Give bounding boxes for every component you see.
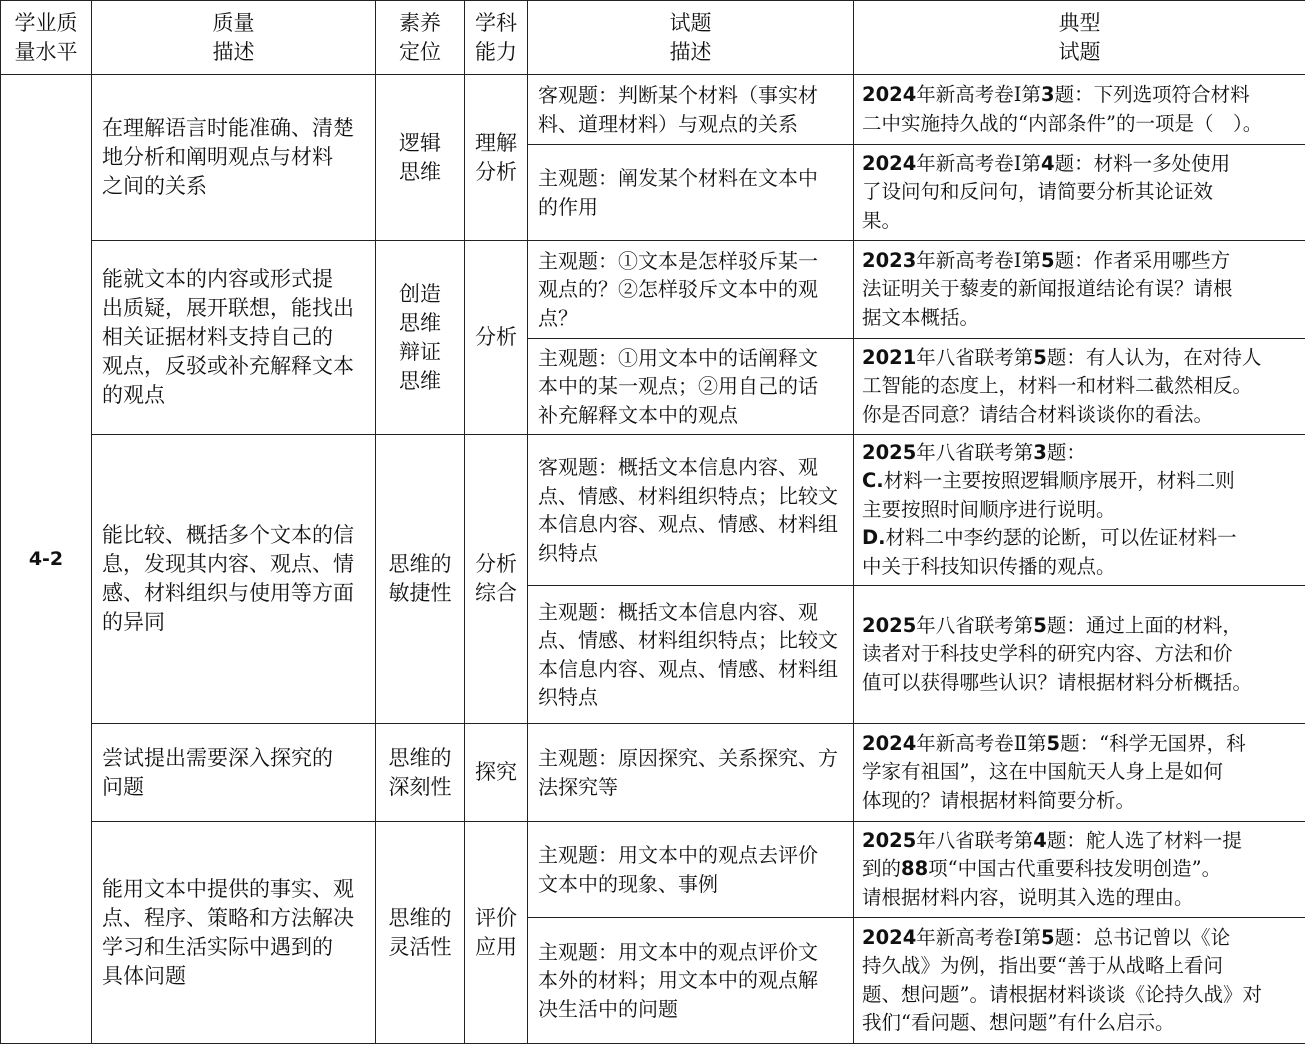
example-line: 果。 [862, 208, 902, 232]
example-line: 工智能的态度上，材料一和材料二截然相反。 [862, 374, 1253, 398]
example-cell [854, 724, 1305, 822]
task-desc-cell [528, 241, 854, 339]
task-desc-cell [528, 724, 854, 822]
task-desc-line: 主观题：阐发某个材料在文本中 [538, 166, 818, 190]
task-desc-line: 点、情感、材料组织特点；比较文 [538, 628, 838, 652]
literacy-line: 敏捷性 [388, 581, 452, 605]
ability-line: 分析 [475, 159, 517, 184]
header-quality-desc: 质量 描述 [92, 1, 376, 75]
table-row [1, 822, 1305, 918]
task-desc-line: 本外的材料；用文本中的观点解 [538, 968, 818, 993]
example-line: 我们“看问题、想问题”有什么启示。 [862, 1011, 1175, 1034]
ability-cell [465, 241, 528, 435]
literacy-cell [376, 435, 465, 724]
example-line: 2025年八省联考第5题：通过上面的材料， [862, 613, 1242, 637]
header-ability: 学科 能力 [465, 1, 528, 75]
ability-cell [465, 822, 528, 1044]
literacy-line: 灵活性 [388, 934, 452, 959]
example-line: C.材料一主要按照逻辑顺序展开，材料二则 [862, 469, 1235, 493]
task-desc-line: 的作用 [538, 194, 598, 219]
example-line: 法证明关于藜麦的新闻报道结论有误？请根 [862, 277, 1233, 301]
literacy-cell [376, 724, 465, 822]
example-cell [854, 145, 1305, 241]
ability-cell [465, 435, 528, 724]
ability-line: 分析 [475, 325, 517, 349]
quality-desc-line: 地分析和阐明观点与材料 [102, 145, 333, 169]
example-line: 持久战》为例，指出要“善于从战略上看问 [862, 954, 1223, 977]
example-line: 2025年八省联考第4题：舵人选了材料一提 [862, 828, 1242, 852]
example-line: D.材料二中李约瑟的论断，可以佐证材料一 [862, 526, 1237, 550]
task-desc-line: 主观题：①用文本中的话阐释文 [538, 345, 818, 370]
task-desc-line: 文本中的现象、事例 [538, 871, 718, 896]
task-desc-line: 主观题：概括文本信息内容、观 [538, 599, 818, 624]
example-cell [854, 586, 1305, 724]
task-desc-line: 本信息内容、观点、情感、材料组 [538, 656, 838, 681]
example-cell [854, 241, 1305, 339]
ability-cell [465, 724, 528, 822]
example-line: 读者对于科技史学科的研究内容、方法和价 [862, 642, 1233, 666]
example-line: 体现的？请根据材料简要分析。 [862, 788, 1136, 812]
quality-desc-cell [92, 822, 376, 1044]
header-literacy: 素养 定位 [376, 1, 465, 75]
example-cell [854, 918, 1305, 1044]
example-line: 2024年新高考卷Ⅰ第4题：材料一多处使用 [862, 151, 1231, 175]
task-desc-line: 主观题：原因探究、关系探究、方 [538, 746, 838, 770]
quality-desc-line: 感、材料组织与使用等方面 [102, 581, 354, 605]
table-row [1, 724, 1305, 822]
example-line: 2021年八省联考第5题：有人认为，在对待人 [862, 345, 1262, 369]
literacy-line: 逻辑 [399, 130, 441, 155]
quality-desc-line: 学习和生活实际中遇到的 [102, 934, 333, 959]
example-line: 请根据材料内容，说明其入选的理由。 [862, 885, 1194, 909]
quality-desc-line: 在理解语言时能准确、清楚 [102, 116, 354, 140]
task-desc-cell [528, 75, 854, 145]
task-desc-line: 法探究等 [538, 774, 618, 799]
example-line: 二中实施持久战的“内部条件”的一项是（ ）。 [862, 111, 1263, 135]
ability-line: 理解 [475, 130, 517, 155]
literacy-cell [376, 822, 465, 1044]
example-line: 到的88项“中国古代重要科技发明创造”。 [862, 857, 1222, 881]
task-desc-cell [528, 586, 854, 724]
task-desc-line: 补充解释文本中的观点 [538, 402, 738, 427]
literacy-line: 思维 [399, 159, 441, 184]
quality-desc-cell [92, 75, 376, 241]
example-line: 题、想问题”。请根据材料谈谈《论持久战》对 [862, 982, 1262, 1006]
task-desc-line: 主观题：用文本中的观点评价文 [538, 939, 818, 964]
example-cell [854, 339, 1305, 435]
example-line: 2025年八省联考第3题： [862, 440, 1086, 464]
task-desc-line: 料、道理材料）与观点的关系 [538, 111, 798, 136]
example-cell [854, 435, 1305, 586]
table-row [1, 75, 1305, 145]
quality-desc-cell [92, 435, 376, 724]
quality-desc-line: 的观点 [102, 383, 165, 407]
example-line: 2024年新高考卷Ⅰ第3题：下列选项符合材料 [862, 83, 1250, 106]
quality-desc-line: 具体问题 [102, 963, 186, 988]
task-desc-line: 客观题：判断某个材料（事实材 [538, 83, 818, 107]
example-line: 学家有祖国”，这在中国航天人身上是如何 [862, 760, 1223, 784]
task-desc-line: 点、情感、材料组织特点；比较文 [538, 483, 838, 508]
quality-desc-line: 出质疑，展开联想，能找出 [102, 296, 354, 320]
task-desc-line: 客观题：概括文本信息内容、观 [538, 455, 818, 479]
task-desc-line: 主观题：用文本中的观点去评价 [538, 843, 818, 867]
ability-line: 探究 [475, 760, 517, 784]
literacy-line: 思维的 [388, 905, 452, 930]
task-desc-cell [528, 918, 854, 1044]
header-row [1, 1, 1305, 75]
ability-line: 应用 [475, 934, 517, 959]
header-level: 学业质 量水平 [1, 1, 92, 75]
literacy-line: 辩证 [399, 339, 441, 364]
example-line: 2023年新高考卷Ⅰ第5题：作者采用哪些方 [862, 248, 1231, 272]
quality-desc-cell [92, 724, 376, 822]
task-desc-line: 织特点 [538, 540, 598, 565]
ability-line: 分析 [475, 552, 517, 576]
quality-desc-line: 之间的关系 [102, 174, 207, 198]
table-row [1, 435, 1305, 586]
example-line: 主要按照时间顺序进行说明。 [862, 497, 1116, 521]
literacy-line: 思维 [399, 310, 441, 335]
task-desc-cell [528, 822, 854, 918]
example-line: 2024年新高考卷Ⅱ第5题：“科学无国界，科 [862, 731, 1246, 755]
quality-desc-line: 尝试提出需要深入探究的 [102, 745, 333, 770]
example-cell [854, 822, 1305, 918]
task-desc-line: 织特点 [538, 685, 598, 709]
literacy-cell [376, 241, 465, 435]
ability-line: 评价 [475, 905, 517, 930]
quality-desc-line: 能用文本中提供的事实、观 [102, 876, 354, 901]
header-example: 典型 试题 [854, 1, 1305, 75]
example-line: 据文本概括。 [862, 305, 980, 329]
example-line: 了设问句和反问句，请简要分析其论证效 [862, 180, 1214, 204]
example-line: 中关于科技知识传播的观点。 [862, 554, 1116, 578]
example-line: 值可以获得哪些认识？请根据材料分析概括。 [862, 670, 1253, 694]
task-desc-line: 主观题：①文本是怎样驳斥某一 [538, 248, 818, 273]
quality-desc-line: 观点，反驳或补充解释文本 [102, 354, 354, 378]
quality-desc-line: 能比较、概括多个文本的信 [102, 523, 354, 547]
task-desc-line: 本信息内容、观点、情感、材料组 [538, 512, 838, 536]
quality-desc-line: 的异同 [102, 610, 165, 634]
level-cell: 4-2 [1, 75, 92, 1044]
literacy-cell [376, 75, 465, 241]
task-desc-line: 点？ [538, 305, 578, 330]
literacy-line: 深刻性 [388, 774, 452, 799]
header-task-desc: 试题 描述 [528, 1, 854, 75]
task-desc-line: 本中的某一观点；②用自己的话 [538, 374, 818, 399]
literacy-line: 创造 [399, 281, 441, 306]
example-line: 你是否同意？请结合材料谈谈你的看法。 [862, 402, 1214, 426]
table-row [1, 241, 1305, 339]
literacy-line: 思维的 [388, 745, 452, 770]
quality-desc-cell [92, 241, 376, 435]
task-desc-line: 观点的？②怎样驳斥文本中的观 [538, 277, 818, 302]
example-line: 2024年新高考卷Ⅰ第5题：总书记曾以《论 [862, 925, 1231, 949]
task-desc-cell [528, 435, 854, 586]
quality-desc-line: 相关证据材料支持自己的 [102, 325, 333, 349]
task-desc-cell [528, 339, 854, 435]
table-body [1, 75, 1305, 1044]
task-desc-cell [528, 145, 854, 241]
task-desc-line: 决生活中的问题 [538, 996, 678, 1021]
ability-cell [465, 75, 528, 241]
literacy-line: 思维的 [388, 552, 452, 576]
literacy-line: 思维 [399, 368, 441, 393]
quality-desc-line: 息，发现其内容、观点、情 [102, 552, 354, 576]
ability-line: 综合 [475, 581, 517, 605]
quality-desc-line: 能就文本的内容或形式提 [102, 267, 333, 291]
quality-desc-line: 点、程序、策略和方法解决 [102, 905, 354, 930]
quality-desc-line: 问题 [102, 774, 144, 799]
example-cell [854, 75, 1305, 145]
